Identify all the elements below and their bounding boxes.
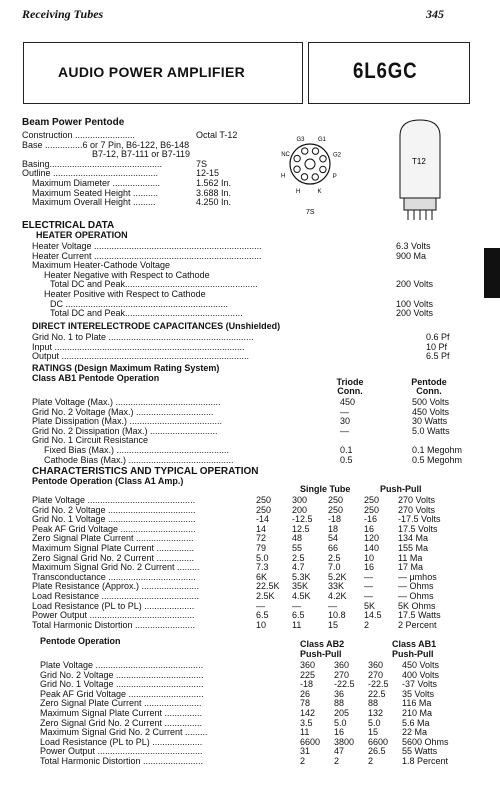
spec-label: B7-12, B7-111 or B7-119 (92, 149, 191, 160)
pin-4 (320, 166, 326, 172)
char-value: 6.5 (292, 610, 305, 621)
tube-name: 6L6GC (353, 58, 418, 83)
char-value-unit: — Ohms (398, 581, 434, 592)
heater-label: Maximum Heater-Cathode Voltage (32, 260, 171, 271)
pentode-value: 26.5 (368, 746, 386, 757)
page-title: AUDIO POWER AMPLIFIER (58, 64, 246, 80)
char-label: Plate Resistance (Approx.) ....................... (32, 581, 200, 592)
char-label: Load Resistance ....................................... (32, 591, 200, 601)
pentode-label: Total Harmonic Distortion ........................ (40, 756, 204, 766)
char-value: 4.7 (292, 562, 305, 573)
char-value: 16 (364, 562, 375, 573)
pentode-value: 142 (300, 708, 316, 718)
heater-value: 200 Volts (396, 279, 434, 290)
rating-triode: 0.5 (340, 454, 353, 465)
char-value: -14 (256, 514, 270, 525)
col-class-ab1: Class AB1 (392, 639, 437, 649)
char-value: — (256, 600, 265, 611)
rating-triode: — (340, 406, 349, 417)
char-value: 15 (328, 619, 339, 630)
col-class-ab2: Class AB2 (300, 639, 345, 649)
basing-diagram (262, 128, 382, 220)
char-value-unit: 5K Ohms (398, 600, 436, 611)
spec-label: Base ...............6 or 7 Pin, B6-122, B6-148 (22, 139, 190, 150)
heater-label: Heater Voltage ................................................................... (32, 241, 262, 251)
pentode-value: 360 (300, 660, 316, 670)
capacitance-title: DIRECT INTERELECTRODE CAPACITANCES (Unshielded) (32, 321, 281, 331)
char-value: 11 (292, 619, 302, 630)
page-number: 345 (426, 7, 444, 21)
char-value: 5.0 (256, 552, 269, 563)
pentode-value-unit: 22 Ma (402, 727, 428, 738)
char-label: Grid No. 2 Voltage ................................... (32, 504, 196, 515)
char-value: 250 (256, 495, 272, 505)
pentode-value-unit: 55 Watts (402, 746, 438, 757)
char-value-unit: 155 Ma (398, 543, 429, 553)
rating-label: Grid No. 2 Dissipation (Max.) ........................... (32, 425, 218, 436)
spec-label: Maximum Diameter ................... (32, 178, 161, 188)
char-value: 250 (256, 504, 272, 515)
heater-label: Heater Positive with Respect to Cathode (44, 289, 206, 299)
pin-label: P (332, 173, 337, 180)
pin-3 (320, 156, 326, 162)
characteristics-subtitle: Pentode Operation (Class A1 Amp.) (32, 476, 184, 486)
pin-1 (302, 148, 308, 154)
pentode-value: 47 (334, 746, 345, 757)
rating-label: Plate Dissipation (Max.) ..................................... (32, 416, 223, 427)
char-value: 2.5 (292, 552, 305, 563)
pentode-value: 3.5 (300, 717, 313, 728)
char-value: -12.5 (292, 514, 313, 525)
char-label: Transconductance ................................... (32, 571, 196, 582)
cap-label: Grid No. 1 to Plate .......................................................... (32, 332, 254, 342)
col-single-tube: Single Tube (300, 484, 351, 494)
pentode-value: 6600 (300, 736, 321, 747)
char-value: 12.5 (292, 523, 310, 534)
heater-label: Total DC and Peak..................................................... (50, 279, 258, 290)
char-value-unit: 11 Ma (398, 552, 423, 563)
char-value-unit: -17.5 Volts (398, 514, 441, 525)
char-value: 55 (292, 543, 303, 553)
rating-pentode: 500 Volts (412, 397, 450, 407)
char-value: 4.2K (328, 591, 347, 601)
char-label: Load Resistance (PL to PL) .................... (32, 600, 195, 611)
cap-value: 0.6 Pf (426, 332, 450, 342)
pentode-value-unit: 400 Volts (402, 669, 440, 680)
char-value: 2.5 (328, 552, 341, 563)
char-value: 5K (364, 600, 376, 611)
char-value-unit: 270 Volts (398, 495, 436, 505)
pentode-value: 132 (368, 708, 384, 718)
pentode-value: 360 (368, 660, 384, 670)
pentode-value: 36 (334, 688, 345, 699)
electrical-title: ELECTRICAL DATA (22, 220, 115, 231)
pentode-value: -22.5 (368, 679, 389, 690)
pin-label: NC (281, 152, 290, 159)
char-value-unit: 134 Ma (398, 533, 429, 544)
char-value: 250 (364, 495, 380, 505)
char-value: 7.0 (328, 562, 341, 573)
rating-pentode: 0.5 Megohm (412, 454, 463, 465)
bulb-label: T12 (412, 157, 426, 166)
pentode-value: -22.5 (334, 679, 355, 690)
bulb-base (404, 198, 436, 210)
col-class-ab1-pp: Push-Pull (392, 649, 434, 659)
pentode-label: Maximum Signal Plate Current ............... (40, 708, 203, 718)
pentode-value: 2 (334, 756, 340, 766)
char-value: 5.2K (328, 571, 347, 582)
pentode-value: 15 (368, 727, 379, 738)
pentode-label: Grid No. 2 Voltage ................................... (40, 669, 204, 680)
char-value-unit: 17 Ma (398, 562, 424, 573)
heater-value: 200 Volts (396, 308, 434, 319)
char-value: 33K (328, 581, 345, 592)
pin-label: H (296, 188, 301, 195)
char-value: 22.5K (256, 581, 280, 592)
rating-triode: 0.1 (340, 445, 353, 455)
spec-label: Maximum Overall Height ......... (32, 197, 156, 208)
pentode-value: 5.0 (334, 717, 347, 728)
char-value: 120 (364, 533, 380, 544)
pentode-value: 270 (368, 669, 384, 680)
char-label: Maximum Signal Plate Current ............... (32, 543, 195, 553)
pin-7 (294, 166, 300, 172)
heater-title: HEATER OPERATION (36, 230, 128, 240)
pentode-label: Peak AF Grid Voltage .............................. (40, 688, 204, 699)
char-value: — (364, 571, 373, 582)
characteristics-title: CHARACTERISTICS AND TYPICAL OPERATION (32, 466, 259, 477)
char-value: 10 (364, 552, 375, 563)
pentode-label: Power Output .......................................... (40, 746, 203, 757)
char-label: Zero Signal Plate Current ....................... (32, 533, 194, 544)
pentode-value: 3800 (334, 736, 355, 747)
ratings-title: RATINGS (Design Maximum Rating System) (32, 363, 220, 373)
char-value-unit: 270 Volts (398, 504, 436, 515)
char-value: 6K (256, 571, 268, 582)
heater-value: 100 Volts (396, 298, 434, 309)
pentode-label: Load Resistance (PL to PL) .................... (40, 736, 203, 747)
char-label: Total Harmonic Distortion ........................ (32, 619, 196, 630)
char-value: 140 (364, 543, 380, 553)
char-value: 35K (292, 581, 309, 592)
pentode-value: -18 (300, 679, 314, 690)
char-value: 2.5K (256, 591, 275, 601)
rating-triode: 450 (340, 397, 356, 407)
spec-label: Basing............................................. (22, 158, 163, 169)
char-value: — (364, 581, 373, 592)
heater-value: 900 Ma (396, 250, 427, 261)
pentode-value-unit: 210 Ma (402, 708, 433, 718)
ratings-col-pentode: Pentode Conn. (411, 377, 447, 397)
heater-value: 6.3 Volts (396, 241, 431, 251)
char-value: 250 (364, 504, 380, 515)
pentode-value-unit: -37 Volts (402, 679, 438, 690)
rating-label: Grid No. 2 Voltage (Max.) ............................... (32, 406, 214, 417)
pentode-value: 360 (334, 660, 350, 670)
pentode-value-unit: 450 Volts (402, 660, 440, 670)
char-value: 2 (364, 619, 370, 630)
spec-value: Octal T-12 (196, 130, 238, 140)
pin-label: H (281, 173, 286, 180)
char-label: Zero Signal Grid No. 2 Current ............... (32, 552, 195, 563)
char-value: 16 (364, 523, 375, 534)
char-value: 54 (328, 533, 339, 544)
pin-6 (301, 174, 307, 180)
heater-label: DC ................................................................. (50, 298, 229, 309)
rating-pentode: 450 Volts (412, 406, 450, 417)
base-code-label: 7S (306, 209, 315, 216)
char-value-unit: 17.5 Volts (398, 523, 438, 534)
char-value: 200 (292, 504, 308, 515)
spec-label: Maximum Seated Height .......... (32, 187, 159, 198)
pin-8 (294, 155, 300, 161)
pentode-value: 11 (300, 727, 310, 738)
char-label: Peak AF Grid Voltage .............................. (32, 523, 196, 534)
heater-label: Total DC and Peak............................................... (50, 308, 243, 319)
spec-value: 4.250 In. (196, 197, 232, 208)
pentode-value: 225 (300, 669, 316, 680)
char-value: 10.8 (328, 610, 346, 621)
base-circle (290, 144, 330, 184)
pentode-value-unit: 35 Volts (402, 688, 435, 699)
pentode-value-unit: 5.6 Ma (402, 717, 430, 728)
pentode-value: 88 (368, 698, 379, 709)
rating-triode: — (340, 425, 349, 436)
char-value: — (328, 600, 337, 611)
char-value: — (364, 591, 373, 601)
char-value: 300 (292, 495, 308, 505)
pentode-value: 6600 (368, 736, 389, 747)
pentode-value: 26 (300, 688, 311, 699)
title-box (23, 42, 303, 104)
char-value: -16 (364, 514, 378, 525)
rating-label: Cathode Bias (Max.) .......................................... (44, 454, 234, 465)
pin-label: K (317, 188, 322, 195)
char-value: -18 (328, 514, 342, 525)
pentode-op-title: Pentode Operation (40, 636, 121, 646)
char-label: Power Output .......................................... (32, 610, 195, 621)
pentode-value: 2 (300, 756, 306, 766)
ratings-subtitle: Class AB1 Pentode Operation (32, 373, 160, 383)
cap-label: Input ............................................................................ (32, 341, 245, 352)
key-circle (305, 159, 315, 169)
char-value-unit: — μmhos (398, 571, 437, 582)
pentode-value: 2 (368, 756, 374, 766)
rating-label: Plate Voltage (Max.) .......................................... (32, 397, 221, 407)
pentode-value: 88 (334, 698, 345, 709)
spec-label: Construction ........................ (22, 130, 136, 140)
spec-value: 12-15 (196, 168, 220, 179)
pentode-value: 16 (334, 727, 345, 738)
char-value: 48 (292, 533, 303, 544)
char-value: 14.5 (364, 610, 382, 621)
pentode-label: Plate Voltage ........................................... (40, 660, 204, 670)
pentode-value-unit: 116 Ma (402, 698, 432, 709)
char-value: 66 (328, 543, 339, 553)
rating-pentode: 0.1 Megohm (412, 445, 463, 455)
char-label: Grid No. 1 Voltage ................................... (32, 514, 196, 525)
cap-value: 6.5 Pf (426, 351, 450, 362)
pentode-value: 31 (300, 746, 311, 757)
char-value: 72 (256, 533, 267, 544)
pin-label: G2 (332, 152, 341, 159)
pentode-label: Zero Signal Grid No. 2 Current ............... (40, 717, 203, 728)
char-value: 4.5K (292, 591, 311, 601)
pentode-value: 205 (334, 708, 350, 718)
char-value: 5.3K (292, 571, 311, 582)
char-value: 10 (256, 619, 267, 630)
char-label: Maximum Signal Grid No. 2 Current ......... (32, 562, 200, 573)
rating-pentode: 30 Watts (412, 416, 448, 427)
spec-value: 1.562 In. (196, 178, 232, 188)
spec-value: 7S (196, 158, 208, 169)
tube-name-box (308, 42, 470, 104)
char-value: — (292, 600, 301, 611)
rating-label: Fixed Bias (Max.) ............................................. (44, 445, 230, 455)
rating-label: Grid No. 1 Circuit Resistance (32, 435, 149, 446)
cap-label: Output ........................................................................... (32, 351, 250, 362)
pentode-label: Grid No. 1 Voltage ................................... (40, 679, 204, 690)
char-value: 250 (328, 495, 344, 505)
pentode-value: 5.0 (368, 717, 381, 728)
pentode-value: 22.5 (368, 688, 386, 699)
char-value: 6.5 (256, 610, 269, 621)
tube-bulb-drawing (392, 116, 448, 224)
pin-5 (312, 174, 318, 180)
ratings-col-triode: Triode Conn. (336, 377, 364, 397)
heater-label: Heater Negative with Respect to Cathode (44, 269, 210, 280)
pentode-label: Maximum Signal Grid No. 2 Current ......... (40, 727, 208, 738)
char-value: 14 (256, 523, 267, 534)
char-value-unit: 17.5 Watts (398, 610, 441, 621)
pin-label: G1 (317, 137, 326, 144)
col-class-ab2-pp: Push-Pull (300, 649, 342, 659)
col-push-pull: Push-Pull (380, 484, 422, 494)
char-label: Plate Voltage ........................................... (32, 495, 196, 505)
pentode-value: 270 (334, 669, 350, 680)
pin-label: G3 (296, 137, 305, 144)
tube-type: Beam Power Pentode (22, 117, 125, 128)
char-value: 7.3 (256, 562, 269, 573)
pin-2 (312, 148, 318, 154)
cap-value: 10 Pf (426, 341, 448, 352)
char-value-unit: 2 Percent (398, 619, 437, 630)
pentode-value: 78 (300, 698, 311, 709)
pentode-label: Zero Signal Plate Current ....................... (40, 698, 202, 709)
section-tab-marker (484, 248, 500, 298)
pentode-value-unit: 5600 Ohms (402, 736, 449, 747)
rating-triode: 30 (340, 416, 351, 427)
rating-pentode: 5.0 Watts (412, 425, 450, 436)
char-value: 18 (328, 523, 339, 534)
char-value-unit: — Ohms (398, 591, 434, 601)
running-header-section: Receiving Tubes (22, 7, 104, 21)
heater-label: Heater Current ................................................................... (32, 250, 262, 261)
char-value: 79 (256, 543, 267, 553)
char-value: 250 (328, 504, 344, 515)
spec-value: 3.688 In. (196, 187, 232, 198)
pentode-value-unit: 1.8 Percent (402, 756, 449, 766)
spec-label: Outline .......................................... (22, 168, 159, 179)
